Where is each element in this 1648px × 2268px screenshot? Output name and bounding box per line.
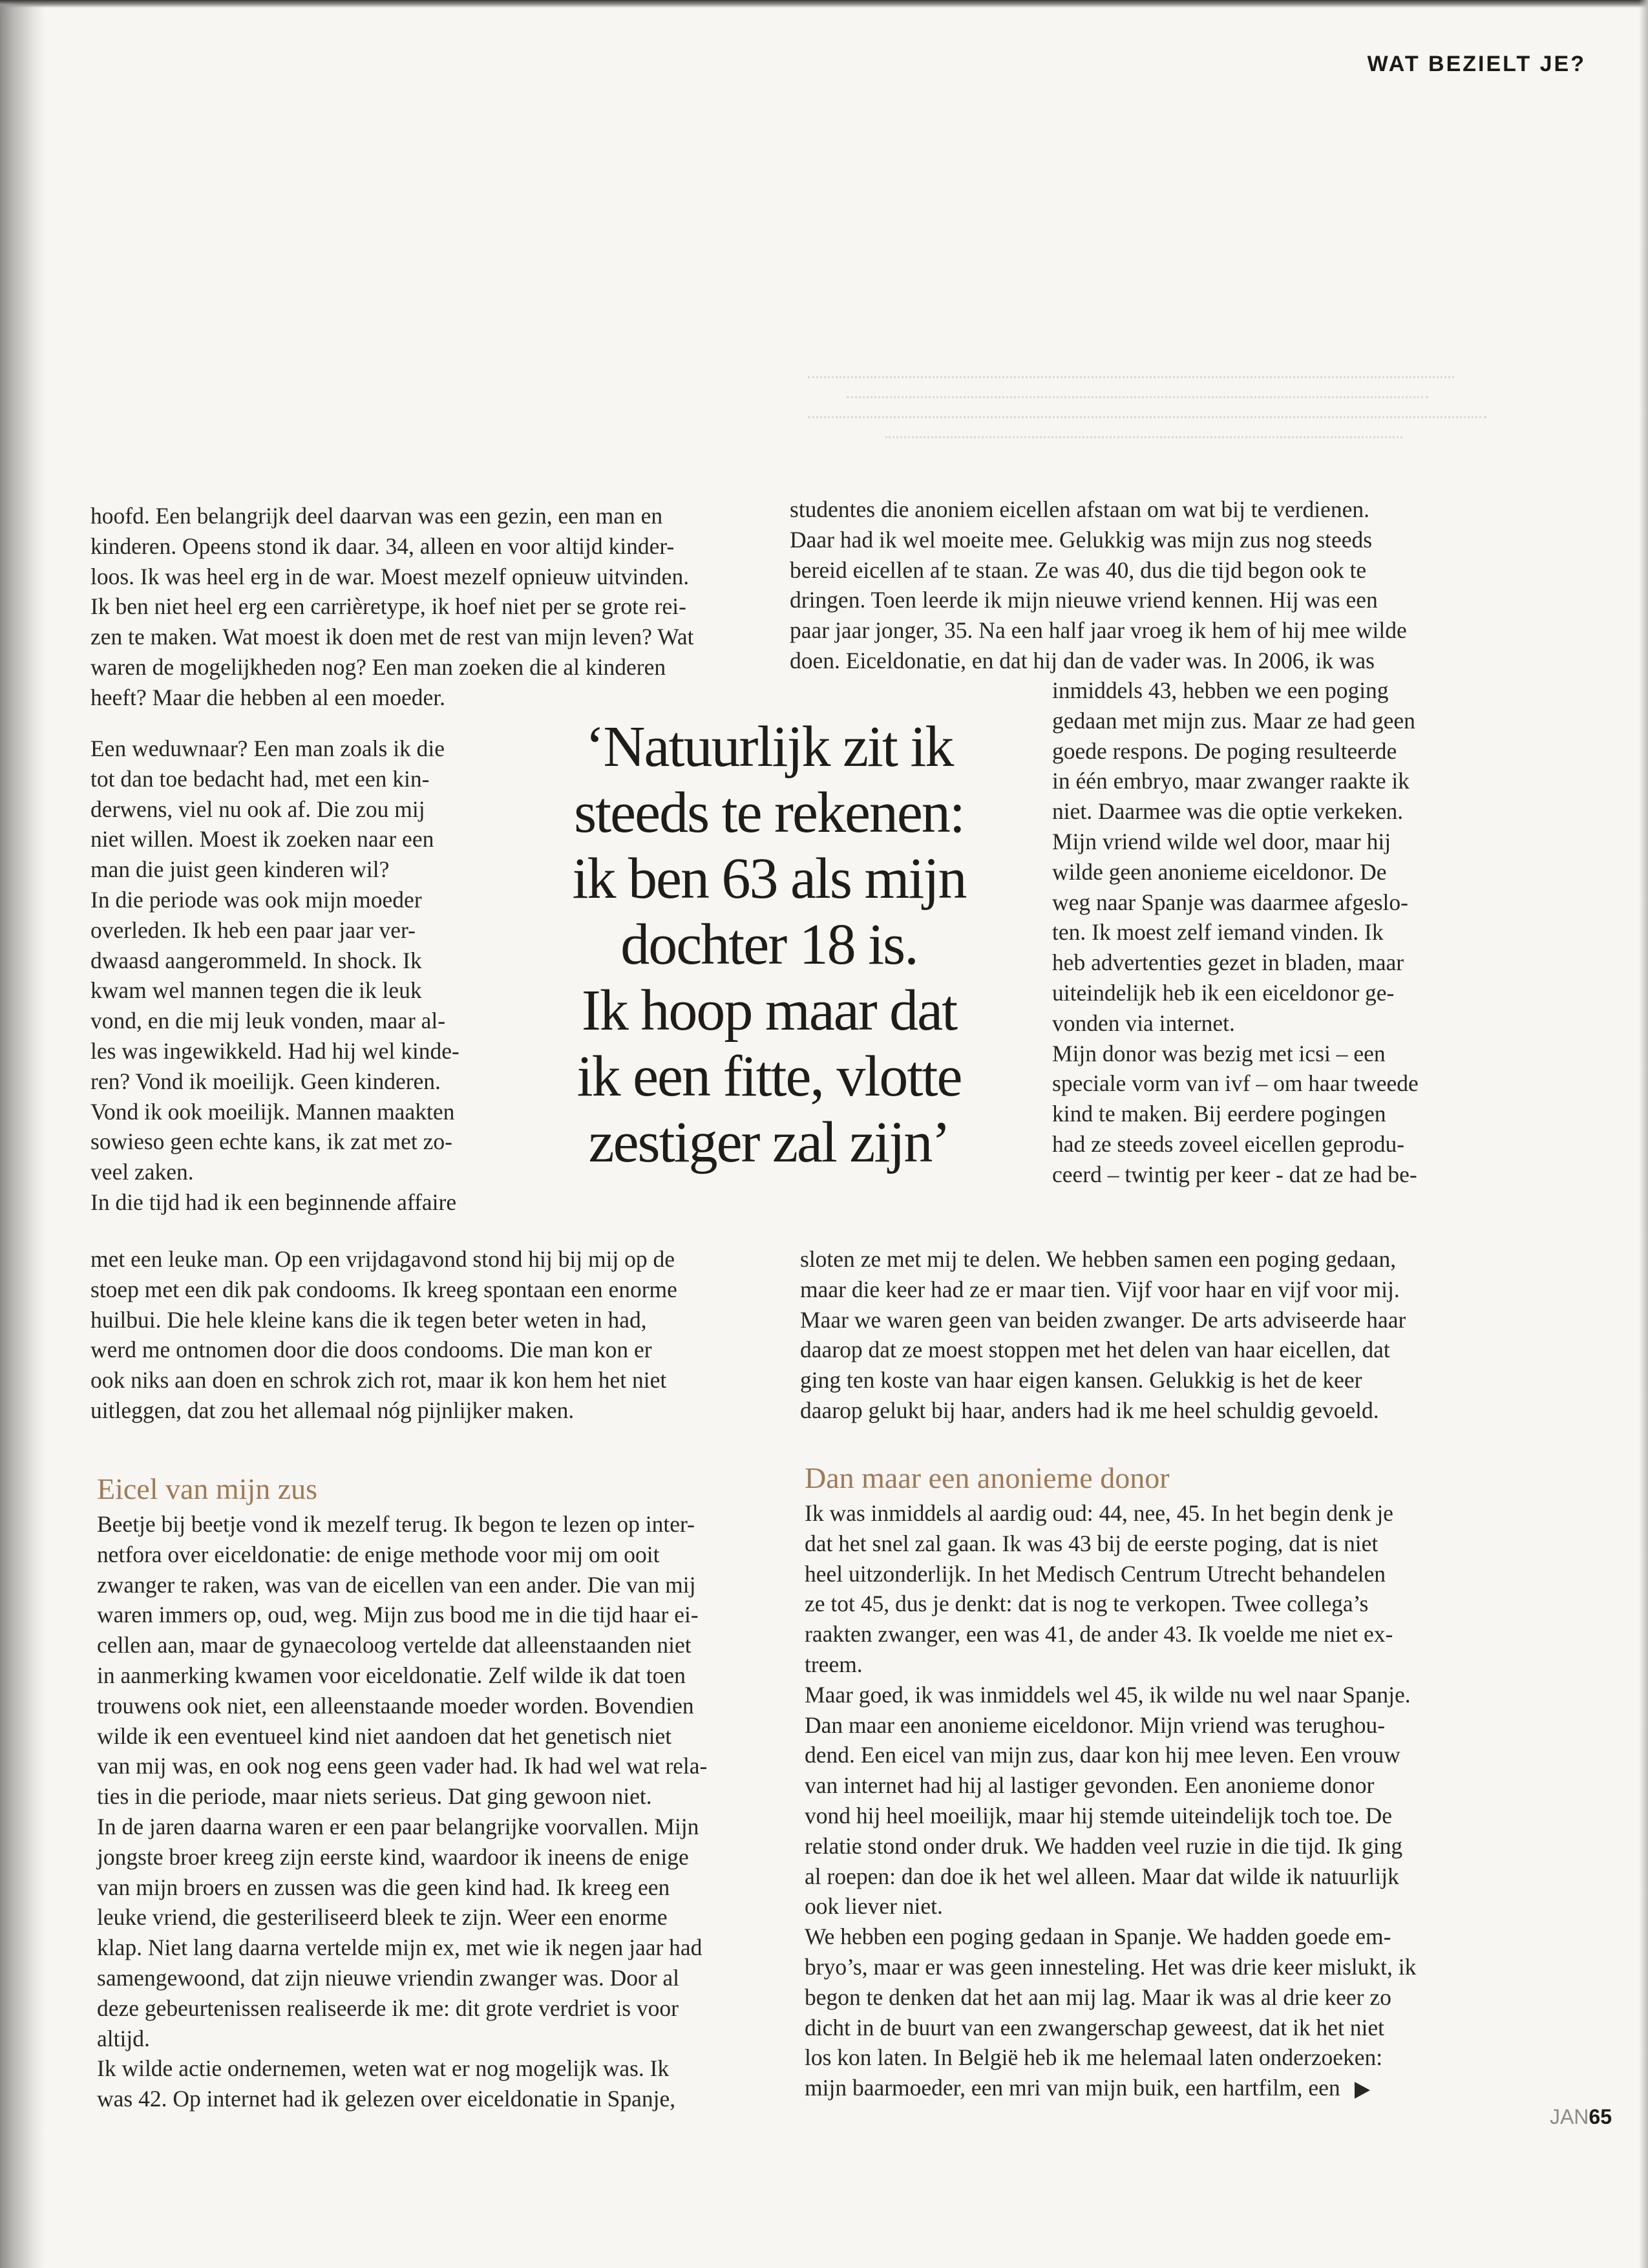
page-spine-shadow [0,0,45,2268]
left-column-intro-narrow [90,734,460,1218]
text-line: Dan maar een anonieme eiceldonor. Mijn vriend was terughou- [805,1712,1386,1738]
text-line: dend. Een eicel van mijn zus, daar kon hij mee leven. Een vrouw [805,1742,1400,1768]
magazine-name: JAN [1549,2105,1589,2128]
text-line: overleden. Ik heb een paar jaar ver- [90,917,416,943]
text-line: Maar goed, ik was inmiddels wel 45, ik wilde nu wel naar Spanje. [805,1681,1411,1708]
text-line: treem. [805,1651,863,1677]
text-line: zwanger te raken, was van de eicellen van een ander. Die van mij [97,1571,696,1598]
text-line: uiteindelijk heb ik een eiceldonor ge- [1052,979,1395,1006]
text-line: heeft? Maar die hebben al een moeder. [90,684,445,710]
text-line: Vond ik ook moeilijk. Mannen maakten [90,1098,455,1125]
text-line: van internet had hij al lastiger gevonden. Een anonieme donor [805,1772,1375,1799]
text-line: stoep met een dik pak condooms. Ik kreeg spontaan een enorme [90,1276,677,1302]
text-line: ceerd – twintig per keer - dat ze had be- [1052,1161,1417,1187]
text-line: Mijn vriend wilde wel door, maar hij [1052,828,1391,854]
right-column-section-body [805,1498,1416,2103]
text-line: weg naar Spanje was daarmee afgeslo- [1052,889,1408,915]
page-right-edge [1639,0,1648,2268]
text-line: Maar we waren geen van beiden zwanger. De arts adviseerde haar [800,1306,1406,1333]
text-line: daarop dat ze moest stoppen met het delen van haar eicellen, dat [800,1337,1390,1363]
text-line: Ik wilde actie ondernemen, weten wat er nog mogelijk was. Ik [97,2055,670,2082]
text-line: kwam wel mannen tegen die ik leuk [90,977,422,1004]
section-heading-eicel-van-mijn-zus: Eicel van mijn zus [97,1472,318,1505]
text-line: goede respons. De poging resulteerde [1052,737,1397,764]
continue-arrow-icon [1355,2082,1370,2099]
text-line: werd me ontnomen door die doos condooms. Die man kon er [90,1337,652,1363]
text-line: ties in die periode, maar niets serieus. Dat ging gewoon niet. [97,1783,652,1810]
page-number: 65 [1589,2105,1612,2128]
text-line: deze gebeurtenissen realiseerde ik me: dit grote verdriet is voor [97,1995,679,2021]
text-line: derwens, viel nu ook af. Die zou mij [90,796,425,822]
text-line: We hebben een poging gedaan in Spanje. We hadden goede em- [805,1924,1391,1950]
text-line-last [805,2073,1416,2103]
text-line: niet willen. Moest ik zoeken naar een [90,826,434,853]
text-line: zen te maken. Wat moest ik doen met de rest van mijn leven? Wat [90,624,694,650]
text-line: van mijn broers en zussen was die geen kind had. Ik kreeg een [97,1874,670,1900]
section-heading-dan-maar-een-anonieme-donor: Dan maar een anonieme donor [805,1461,1170,1494]
right-column-bottom [800,1244,1406,1426]
text-line: had ze steeds zoveel eicellen geprodu- [1052,1130,1405,1157]
pull-quote-line: Ik hoop maar dat [581,979,957,1043]
text-line: kind te maken. Bij eerdere pogingen [1052,1101,1386,1127]
text-line: gedaan met mijn zus. Maar ze had geen [1052,707,1415,734]
text-line: cellen aan, maar de gynaecoloog vertelde dat alleenstaanden niet [97,1632,692,1659]
text-line: niet. Daarmee was die optie verkeken. [1052,798,1404,825]
text-line: al roepen: dan doe ik het wel alleen. Maar dat wilde ik natuurlijk [805,1863,1399,1889]
text-line: vond, en die mij leuk vonden, maar al- [90,1008,446,1034]
text-line: dwaasd aangerommeld. In shock. Ik [90,947,422,973]
text-line: loos. Ik was heel erg in de war. Moest mezelf opnieuw uitvinden. [90,563,690,589]
text-line: Daar had ik wel moeite mee. Gelukkig was mijn zus nog steeds [790,526,1373,553]
text-line: in aanmerking kwamen voor eiceldonatie. Zelf wilde ik dat toen [97,1662,686,1688]
text-line: hoofd. Een belangrijk deel daarvan was een gezin, een man en [90,503,663,529]
pull-quote-line: dochter 18 is. [620,913,918,977]
text-line: Ik ben niet heel erg een carrièretype, ik hoef niet per se grote rei- [90,593,686,620]
text-line: Mijn donor was bezig met icsi – een [1052,1040,1386,1066]
text-line: dringen. Toen leerde ik mijn nieuwe vriend kennen. Hij was een [790,587,1378,613]
text-line: waren immers op, oud, weg. Mijn zus bood me in die tijd haar ei- [97,1602,699,1628]
text-line: bereid eicellen af te staan. Ze was 40, dus die tijd begon ook te [790,556,1367,583]
text-line: les was ingewikkeld. Had hij wel kinde- [90,1037,460,1064]
text-line: doen. Eiceldonatie, en dat hij dan de vader was. In 2006, ik was [790,647,1375,673]
text-line: Ik was inmiddels al aardig oud: 44, nee, 45. In het begin denk je [805,1500,1393,1526]
text-line: speciale vorm van ivf – om haar tweede [1052,1070,1419,1097]
pull-quote-line: zestiger zal zijn’ [588,1110,950,1174]
text-line: los kon laten. In België heb ik me helemaal laten onderzoeken: [805,2044,1383,2071]
text-line: vonden via internet. [1052,1010,1235,1036]
pull-quote [517,714,1021,1176]
text-line: huilbui. Die hele kleine kans die ik tegen beter weten in had, [90,1306,647,1333]
right-column-narrow [1052,675,1419,1190]
text-line: vond hij heel moeilijk, maar hij stemde uiteindelijk toch toe. De [805,1802,1392,1828]
left-column-section-body [97,1509,707,2114]
folio [1550,2105,1612,2129]
text-line: daarop gelukt bij haar, anders had ik me heel schuldig gevoeld. [800,1397,1379,1423]
text-line: waren de mogelijkheden nog? Een man zoeken die al kinderen [90,653,666,680]
left-column-intro-bottom [90,1244,677,1426]
text-line: ook liever niet. [805,1893,943,1920]
text-line: klap. Niet lang daarna vertelde mijn ex, met wie ik negen jaar had [97,1934,703,1961]
text-line: was 42. Op internet had ik gelezen over eiceldonatie in Spanje, [97,2086,676,2112]
show-through-texture [808,362,1486,456]
text-line: kinderen. Opeens stond ik daar. 34, alleen en voor altijd kinder- [90,533,675,559]
page-top-edge [0,0,1648,8]
text-line: trouwens ook niet, een alleenstaande moeder worden. Bovendien [97,1692,694,1719]
text-line: jongste broer kreeg zijn eerste kind, waardoor ik ineens de enige [97,1843,689,1870]
text-line: In die periode was ook mijn moeder [90,886,422,913]
text-line: In die tijd had ik een beginnende affaire [90,1189,457,1215]
pull-quote-line: steeds te rekenen: [574,781,964,845]
text-line: tot dan toe bedacht had, met een kin- [90,765,430,792]
right-column-top [790,494,1407,676]
text-line: In de jaren daarna waren er een paar belangrijke voorvallen. Mijn [97,1813,699,1839]
text-line: man die juist geen kinderen wil? [90,856,390,883]
text-line: ook niks aan doen en schrok zich rot, maar ik kon hem het niet [90,1367,667,1394]
text-line: netfora over eiceldonatie: de enige methode voor mij om ooit [97,1541,660,1567]
text-line: dat het snel zal gaan. Ik was 43 bij de eerste poging, dat is niet [805,1530,1379,1556]
text-line: veel zaken. [90,1159,194,1185]
text-line: paar jaar jonger, 35. Na een half jaar vroeg ik hem of hij mee wilde [790,617,1407,644]
left-column-intro-top [90,501,693,713]
text-line: altijd. [97,2025,150,2051]
text-line: wilde geen anonieme eiceldonor. De [1052,858,1387,885]
text-line: mijn baarmoeder, een mri van mijn buik, een hartfilm, een [805,2075,1340,2101]
text-line: uitleggen, dat zou het allemaal nóg pijnlijker maken. [90,1397,575,1423]
text-line: maar die keer had ze er maar tien. Vijf voor haar en vijf voor mij. [800,1276,1400,1302]
text-line: Een weduwnaar? Een man zoals ik die [90,736,445,761]
section-label: WAT BEZIELT JE? [1367,52,1586,76]
pull-quote-line: ik ben 63 als mijn [572,847,966,911]
text-line: sloten ze met mij te delen. We hebben samen een poging gedaan, [800,1246,1397,1272]
text-line: leuke vriend, die gesteriliseerd bleek te zijn. Weer een enorme [97,1904,668,1931]
text-line: van mij was, en ook nog eens geen vader had. Ik had wel wat rela- [97,1753,708,1779]
text-line: samengewoond, dat zijn nieuwe vriendin zwanger was. Door al [97,1964,680,1991]
pull-quote-line: ik een fitte, vlotte [576,1044,962,1108]
text-line: in één embryo, maar zwanger raakte ik [1052,768,1410,794]
text-line: ze tot 45, dus je denkt: dat is nog te verkopen. Twee collega’s [805,1591,1369,1617]
text-line: heel uitzonderlijk. In het Medisch Centrum Utrecht behandelen [805,1560,1386,1587]
text-line: wilde ik een eventueel kind niet aandoen dat het genetisch niet [97,1722,672,1749]
text-line: Beetje bij beetje vond ik mezelf terug. Ik begon te lezen op inter- [97,1511,695,1537]
text-line: relatie stond onder druk. We hadden veel ruzie in die tijd. Ik ging [805,1832,1403,1859]
text-line: begon te denken dat het aan mij lag. Maar ik was al drie keer zo [805,1984,1391,2010]
text-line: ging ten koste van haar eigen kansen. Gelukkig is het de keer [800,1367,1362,1394]
text-line: inmiddels 43, hebben we een poging [1052,677,1389,703]
text-line: heb advertenties gezet in bladen, maar [1052,949,1404,976]
text-line: raakten zwanger, een was 41, de ander 43. Ik voelde me niet ex- [805,1621,1393,1648]
pull-quote-line: ‘Natuurlijk zit ik [585,715,953,779]
text-line: dicht in de buurt van een zwangerschap geweest, dat ik het niet [805,2014,1385,2040]
text-line: studentes die anoniem eicellen afstaan om wat bij te verdienen. [790,496,1370,522]
text-line: bryo’s, maar er was geen innesteling. Het was drie keer mislukt, ik [805,1953,1417,1980]
text-line: ren? Vond ik moeilijk. Geen kinderen. [90,1068,441,1094]
text-line: met een leuke man. Op een vrijdagavond stond hij bij mij op de [90,1246,675,1272]
text-line: ten. Ik moest zelf iemand vinden. Ik [1052,919,1384,946]
text-line: sowieso geen echte kans, ik zat met zo- [90,1129,452,1155]
